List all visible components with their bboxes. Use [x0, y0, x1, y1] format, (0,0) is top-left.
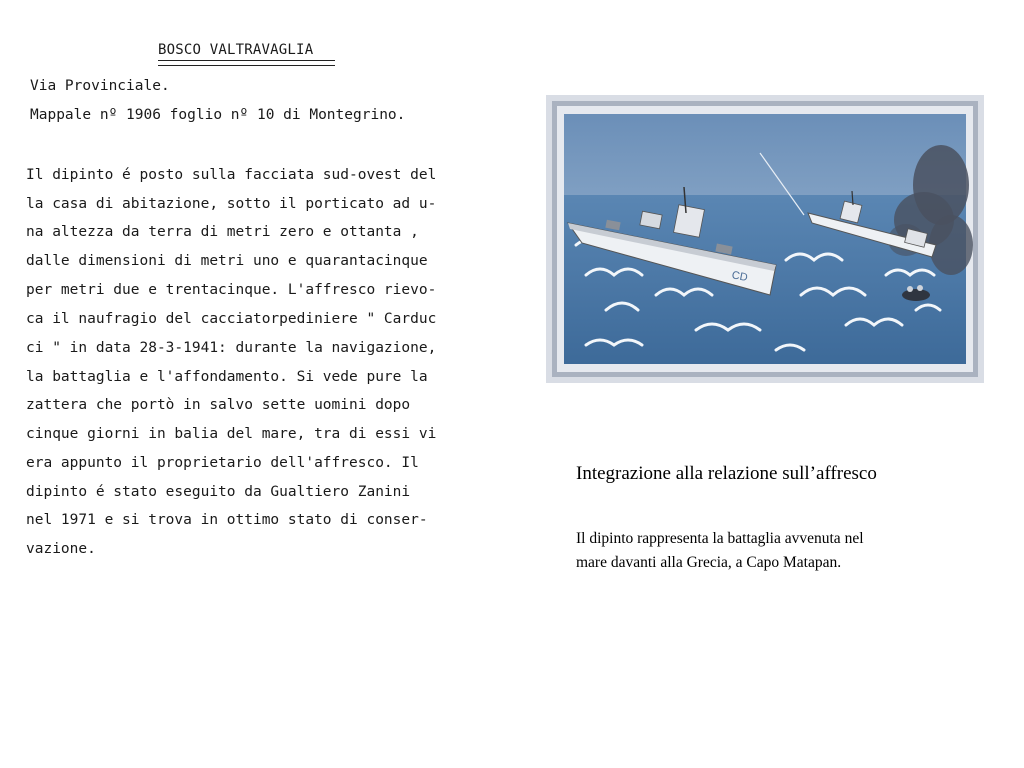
- body-line: na altezza da terra di metri zero e ottanta ,: [26, 224, 419, 240]
- address-line: Via Provinciale.: [30, 78, 170, 94]
- body-line: la battaglia e l'affondamento. Si vede pure la: [26, 369, 428, 385]
- framed-painting: [546, 95, 984, 383]
- caption-heading: Integrazione alla relazione sull’affresco: [576, 463, 877, 484]
- body-line: ca il naufragio del cacciatorpediniere " Carduc: [26, 311, 437, 327]
- body-line: zattera che portò in salvo sette uomini dopo: [26, 397, 411, 413]
- address-line: Mappale nº 1906 foglio nº 10 di Montegrino.: [30, 107, 406, 123]
- caption-line: mare davanti alla Grecia, a Capo Matapan.: [576, 554, 842, 571]
- body-line: ci " in data 28-3-1941: durante la navigazione,: [26, 340, 437, 356]
- typewritten-document: [0, 0, 530, 600]
- title-double-underline: [158, 60, 335, 66]
- caption-line: Il dipinto rappresenta la battaglia avvenuta nel: [576, 530, 864, 547]
- body-line: dipinto é stato eseguito da Gualtiero Zanini: [26, 484, 411, 500]
- body-line: nel 1971 e si trova in ottimo stato di conser-: [26, 512, 428, 528]
- hull-marking: CD: [730, 269, 749, 285]
- body-line: dalle dimensioni di metri uno e quarantacinque: [26, 253, 428, 269]
- painting-image: [546, 95, 984, 383]
- body-line: Il dipinto é posto sulla facciata sud-ovest del: [26, 167, 437, 183]
- body-line: vazione.: [26, 541, 96, 557]
- body-line: la casa di abitazione, sotto il porticato ad u-: [26, 196, 437, 212]
- body-line: per metri due e trentacinque. L'affresco rievo-: [26, 282, 437, 298]
- body-line: cinque giorni in balia del mare, tra di essi vi: [26, 426, 437, 442]
- document-title: BOSCO VALTRAVAGLIA: [158, 42, 314, 58]
- body-line: era appunto il proprietario dell'affresco. Il: [26, 455, 419, 471]
